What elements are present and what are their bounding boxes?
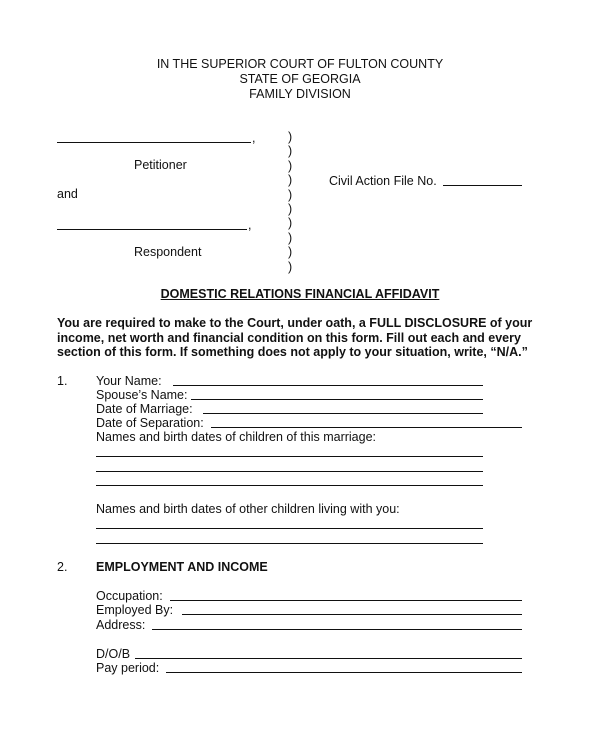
children-marriage-line[interactable] (96, 456, 483, 457)
employed-by-label: Employed By: (96, 603, 174, 617)
pay-period-label: Pay period: (96, 661, 160, 675)
court-name: IN THE SUPERIOR COURT OF FULTON COUNTY (156, 57, 444, 71)
occupation-field[interactable] (170, 600, 522, 601)
civil-action-field[interactable] (443, 185, 522, 186)
section-1-number: 1. (57, 374, 68, 388)
date-of-marriage-field[interactable] (203, 413, 483, 414)
instruction-line: section of this form. If something does not apply to your situation, write, “N/A.” (57, 345, 528, 359)
and-label: and (57, 187, 78, 201)
address-field[interactable] (152, 629, 522, 630)
address-label: Address: (96, 618, 146, 632)
spouse-name-field[interactable] (191, 399, 483, 400)
paren: ) (288, 173, 293, 188)
dob-field[interactable] (135, 658, 522, 659)
paren: ) (288, 216, 293, 231)
paren: ) (288, 158, 293, 173)
your-name-field[interactable] (173, 385, 483, 386)
petitioner-comma: , (252, 131, 256, 145)
civil-action-label: Civil Action File No. (329, 174, 437, 188)
section-2-number: 2. (57, 560, 68, 574)
spouse-name-label: Spouse’s Name: (96, 388, 188, 402)
paren: ) (288, 187, 293, 202)
respondent-name-line[interactable] (57, 229, 247, 230)
other-children-line[interactable] (96, 543, 483, 544)
instruction-line: You are required to make to the Court, under oath, a FULL DISCLOSURE of your (57, 316, 533, 330)
occupation-label: Occupation: (96, 589, 163, 603)
paren: ) (288, 230, 293, 245)
caption-parentheses (288, 130, 298, 274)
paren: ) (288, 259, 293, 274)
instructions (57, 316, 557, 360)
respondent-comma: , (248, 218, 252, 232)
petitioner-label: Petitioner (134, 158, 187, 172)
date-of-separation-label: Date of Separation: (96, 416, 204, 430)
employed-by-field[interactable] (182, 614, 522, 615)
dob-label: D/O/B (96, 647, 131, 661)
paren: ) (288, 130, 293, 144)
your-name-label: Your Name: (96, 374, 162, 388)
date-of-marriage-label: Date of Marriage: (96, 402, 193, 416)
children-marriage-line[interactable] (96, 471, 483, 472)
pay-period-field[interactable] (166, 672, 522, 673)
paren: ) (288, 245, 293, 260)
state-name: STATE OF GEORGIA (239, 72, 361, 86)
division-name: FAMILY DIVISION (249, 87, 351, 101)
form-title: DOMESTIC RELATIONS FINANCIAL AFFIDAVIT (160, 287, 440, 301)
employment-heading: EMPLOYMENT AND INCOME (96, 560, 268, 574)
instruction-line: income, net worth and financial condition on this form. Fill out each and every (57, 330, 521, 345)
children-marriage-label: Names and birth dates of children of this marriage: (96, 430, 376, 444)
paren: ) (288, 201, 293, 216)
paren: ) (288, 144, 293, 159)
date-of-separation-field[interactable] (211, 427, 522, 428)
children-marriage-line[interactable] (96, 485, 483, 486)
petitioner-name-line[interactable] (57, 142, 251, 143)
respondent-label: Respondent (134, 245, 202, 259)
other-children-label: Names and birth dates of other children living with you: (96, 502, 400, 516)
other-children-line[interactable] (96, 528, 483, 529)
